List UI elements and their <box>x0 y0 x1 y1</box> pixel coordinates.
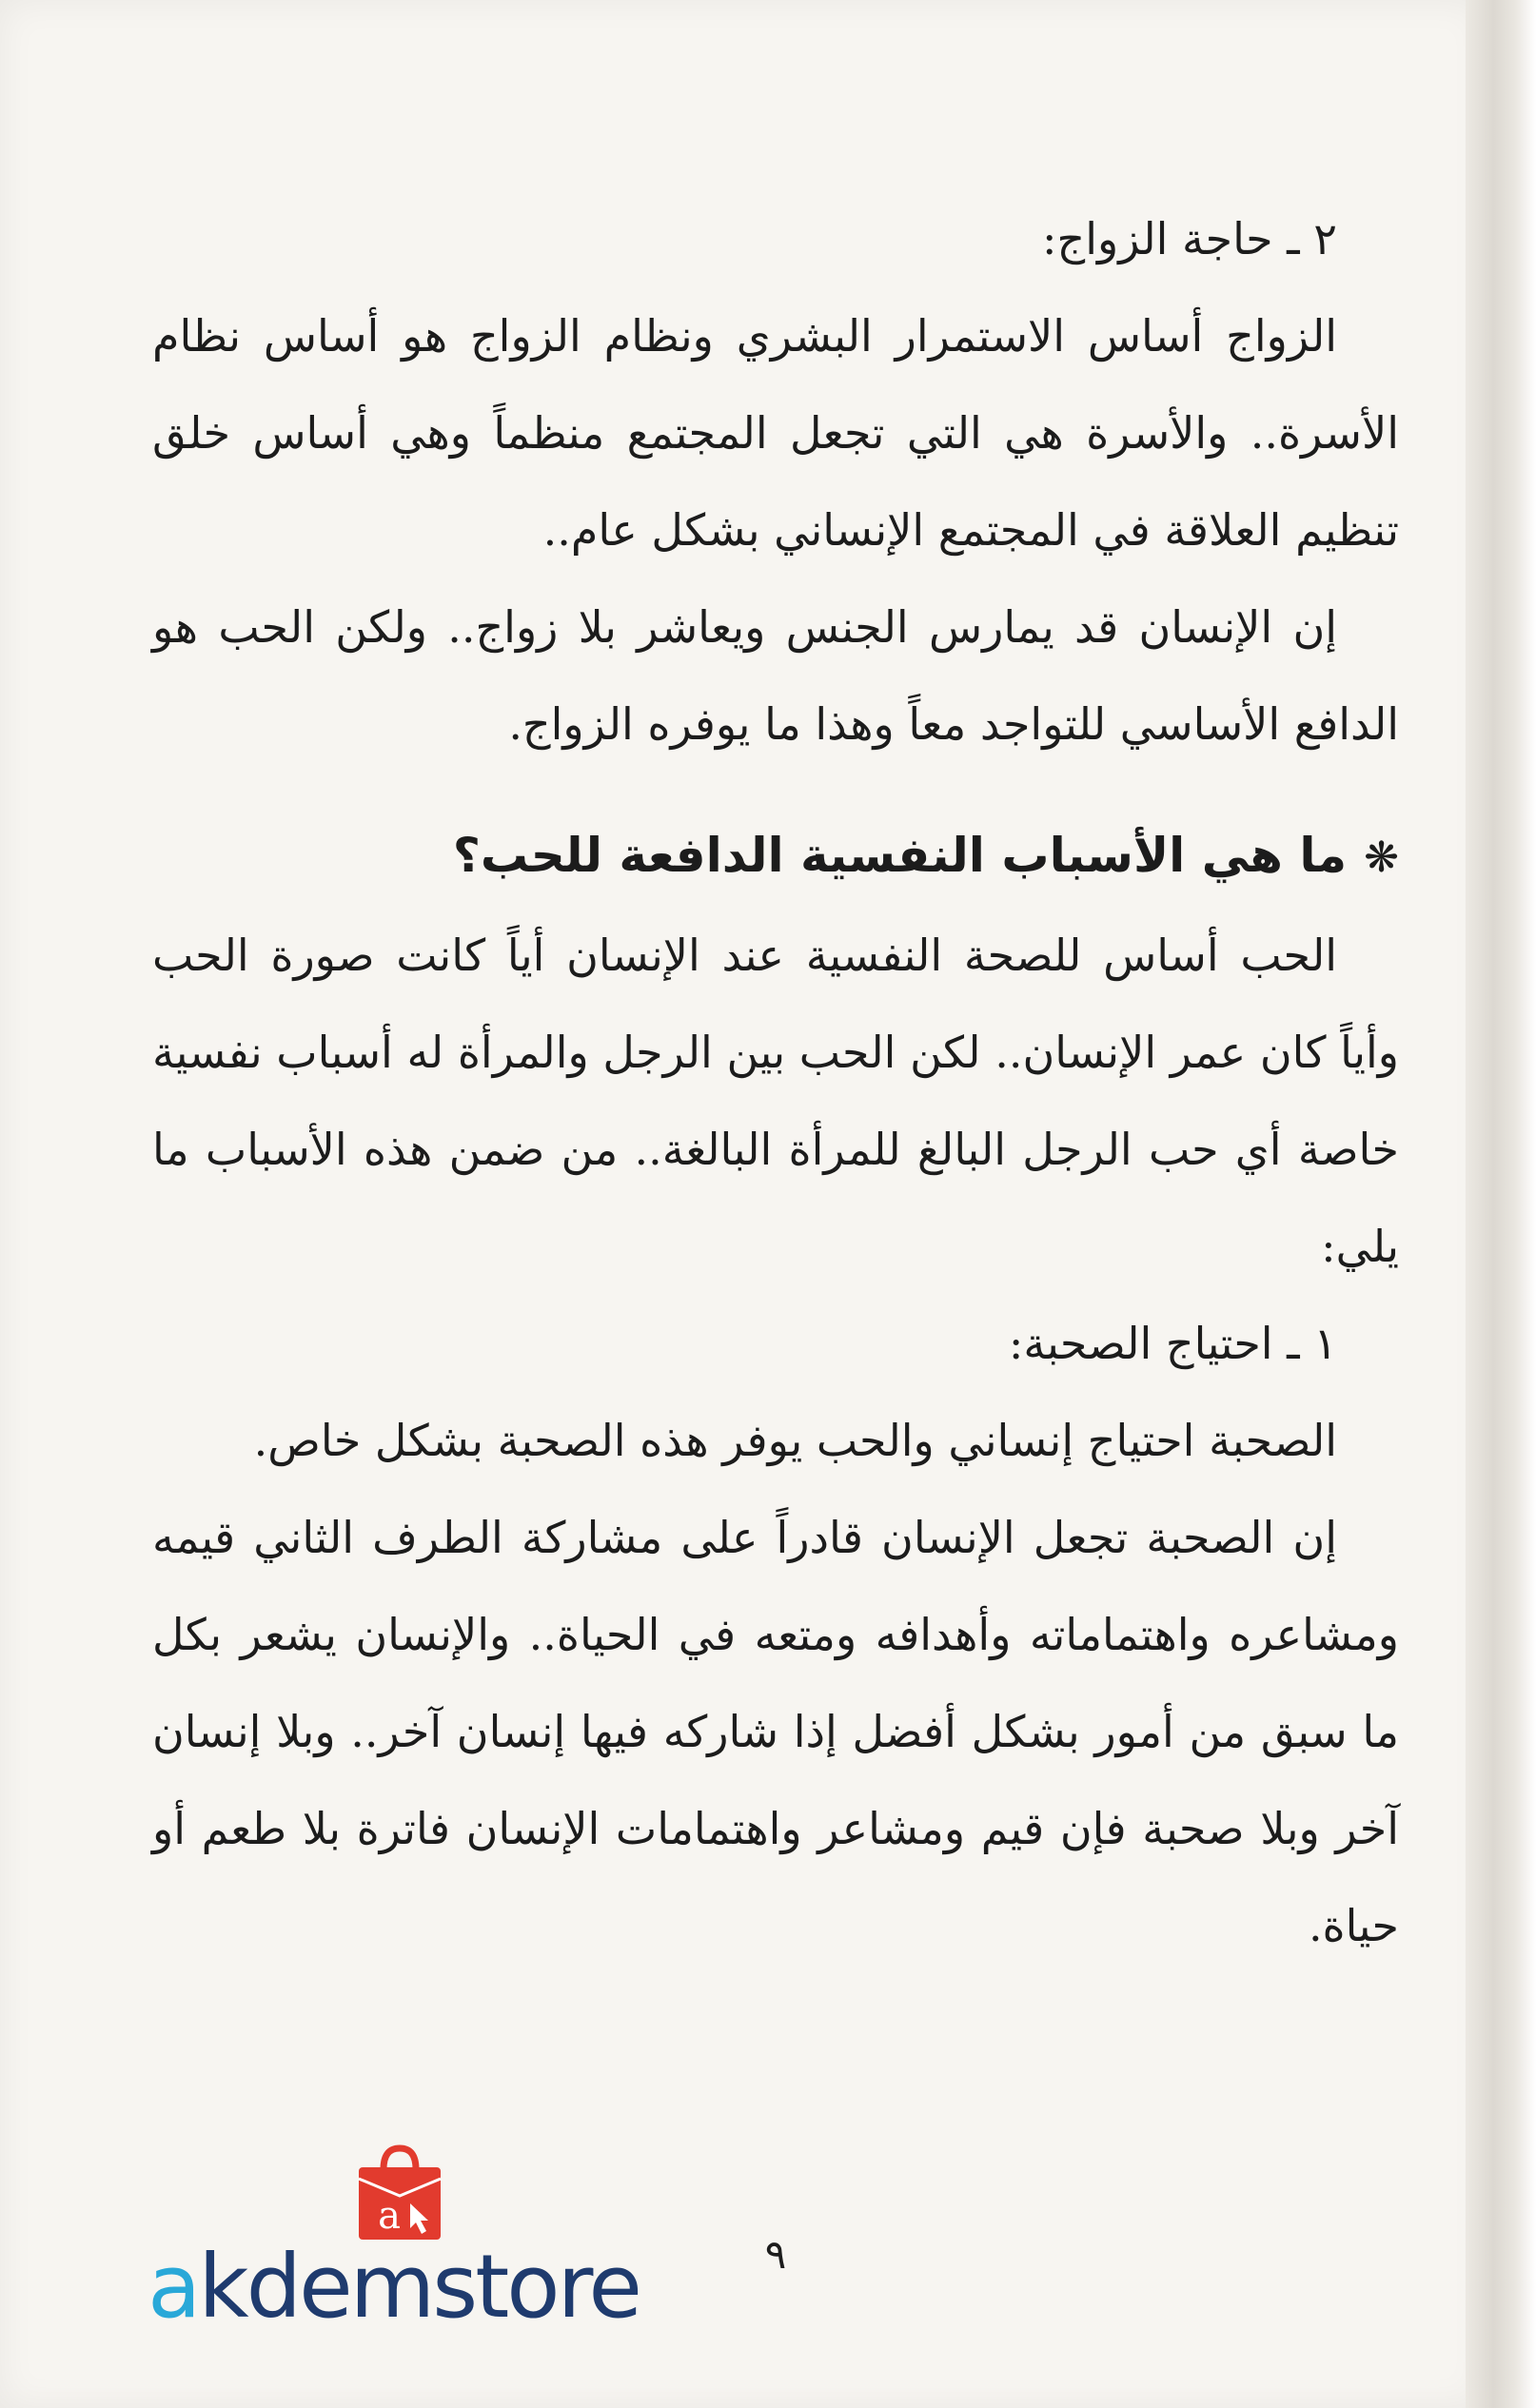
page-text <box>152 190 1399 1974</box>
section-2-paragraph-2: إن الإنسان قد يمارس الجنس ويعاشر بلا زواج.. ولكن الحب هو الدافع الأساسي للتواجد معاً وهذا ما يوفره الزواج. <box>152 601 1399 750</box>
shopping-bag-icon <box>347 2141 452 2245</box>
logo-letters-rest: kdemstore <box>198 2236 640 2338</box>
section-2-heading: ٢ ـ حاجة الزواج: <box>1042 213 1337 264</box>
question-text: ما هي الأسباب النفسية الدافعة للحب؟ <box>452 828 1348 883</box>
logo-letter-a: a <box>148 2236 199 2338</box>
logo-wordmark <box>148 2236 640 2338</box>
akdemstore-logo <box>148 2141 661 2338</box>
section-1-paragraph-1: الصحبة احتياج إنساني والحب يوفر هذه الصحبة بشكل خاص. <box>253 1415 1337 1466</box>
question-paragraph-1: الحب أساس للصحة النفسية عند الإنسان أياً كانت صورة الحب وأياً كان عمر الإنسان.. لكن الحب بين الرجل والمرأة له أسباب نفسية خاصة أي حب الرجل البالغ للمرأة البالغة.. من ضمن هذه الأسباب ما يلي: <box>152 930 1399 1272</box>
question-heading <box>152 807 1399 907</box>
page-edge <box>1466 0 1536 2408</box>
section-1-paragraph-2: إن الصحبة تجعل الإنسان قادراً على مشاركة الطرف الثاني قيمه ومشاعره واهتماماته وأهدافه ومتعه في الحياة.. والإنسان يشعر بكل ما سبق من أمور بشكل أفضل إذا شاركه فيها إنسان آخر.. وبلا إنسان آخر وبلا صحبة فإن قيم ومشاعر واهتمامات الإنسان فاترة بلا طعم أو حياة. <box>152 1512 1399 1951</box>
section-2-paragraph-1: الزواج أساس الاستمرار البشري ونظام الزواج هو أساس نظام الأسرة.. والأسرة هي التي تجعل المجتمع منظماً وهي أساس خلق تنظيم العلاقة في المجتمع الإنساني بشكل عام.. <box>152 310 1399 556</box>
section-1-heading: ١ ـ احتياج الصحبة: <box>1008 1318 1337 1369</box>
page-number: ٩ <box>764 2231 787 2278</box>
bag-letter: a <box>378 2194 401 2238</box>
asterisk-icon: ❋ <box>1364 833 1399 882</box>
